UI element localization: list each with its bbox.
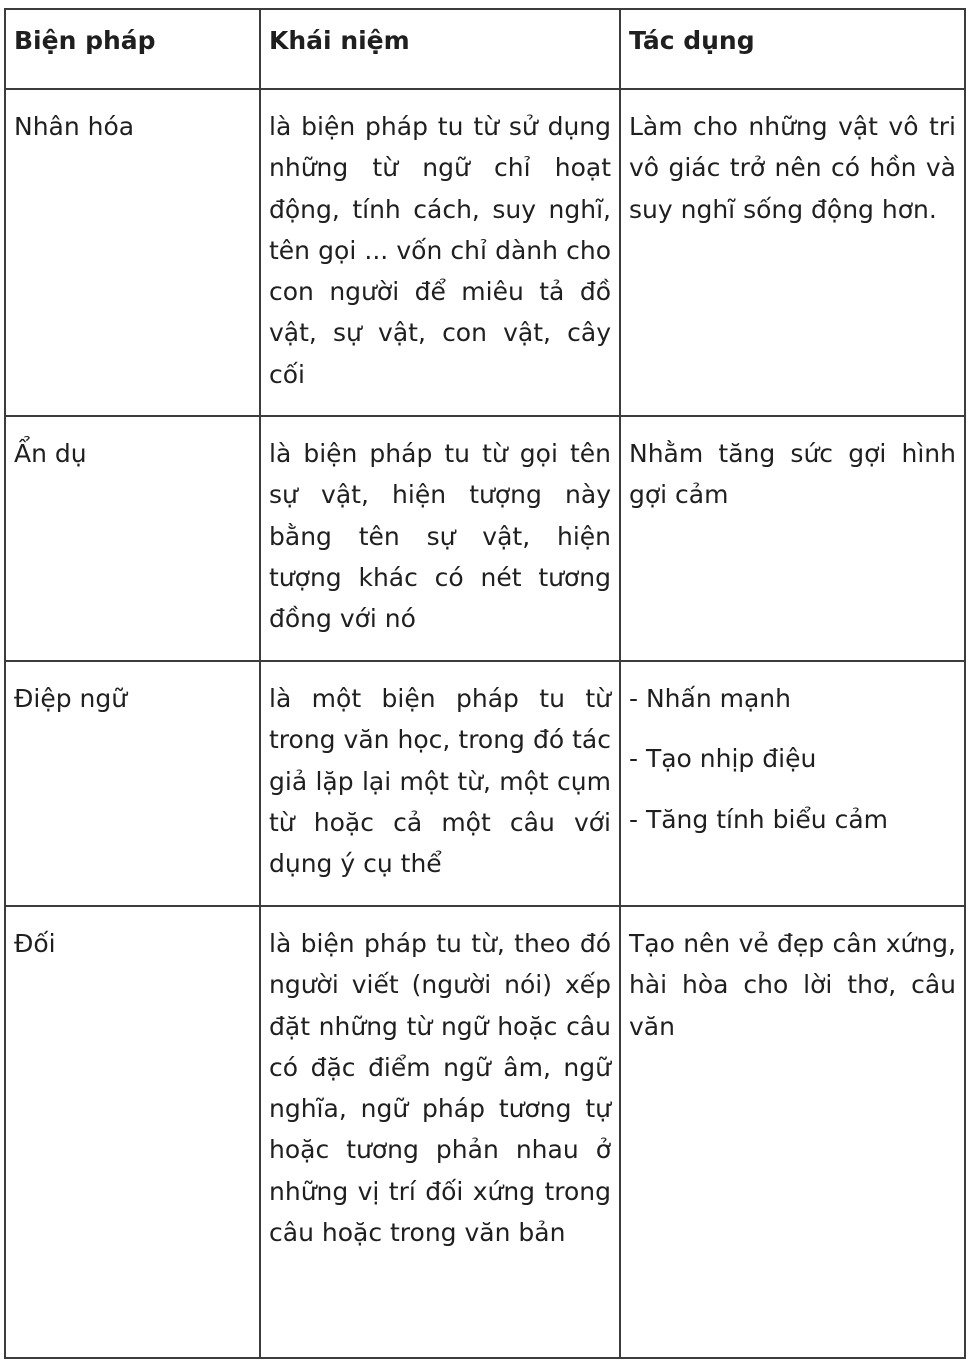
table-header-row: [5, 9, 965, 89]
concept-cell: là biện pháp tu từ, theo đó người viết (người nói) xếp đặt những từ ngữ hoặc câu có đặc điểm ngữ âm, ngữ nghĩa, ngữ pháp tương tự hoặc tương phản nhau ở những vị trí đối xứng trong câu hoặc trong văn bản: [260, 906, 620, 1358]
effect-cell: Tạo nên vẻ đẹp cân xứng, hài hòa cho lời thơ, câu văn: [620, 906, 965, 1358]
header-concept: Khái niệm: [260, 9, 620, 89]
concept-cell: là một biện pháp tu từ trong văn học, trong đó tác giả lặp lại một từ, một cụm từ hoặc cả một câu với dụng ý cụ thể: [260, 661, 620, 906]
table-row: [5, 89, 965, 416]
effect-list-item: - Tăng tính biểu cảm: [629, 804, 889, 834]
effect-list-item: - Nhấn mạnh: [629, 684, 791, 713]
technique-cell: Đối: [5, 906, 260, 1358]
header-technique: Biện pháp: [5, 9, 260, 89]
technique-cell: Nhân hóa: [5, 89, 260, 416]
header-effect: Tác dụng: [620, 9, 965, 89]
concept-cell: là biện pháp tu từ gọi tên sự vật, hiện tượng này bằng tên sự vật, hiện tượng khác có nét tương đồng với nó: [260, 416, 620, 661]
technique-cell: Điệp ngữ: [5, 661, 260, 906]
effect-cell: Nhằm tăng sức gợi hình gợi cảm: [620, 416, 965, 661]
table-row: [5, 661, 965, 906]
table-row: [5, 906, 965, 1358]
table-row: [5, 416, 965, 661]
concept-cell: là biện pháp tu từ sử dụng những từ ngữ chỉ hoạt động, tính cách, suy nghĩ, tên gọi ... vốn chỉ dành cho con người để miêu tả đồ vật, sự vật, con vật, cây cối: [260, 89, 620, 416]
effect-cell: [620, 661, 965, 906]
effect-list-item: - Tạo nhịp điệu: [629, 744, 817, 774]
effect-cell: Làm cho những vật vô tri vô giác trở nên có hồn và suy nghĩ sống động hơn.: [620, 89, 965, 416]
rhetorical-devices-table: [4, 8, 966, 1359]
technique-cell: Ẩn dụ: [5, 416, 260, 661]
